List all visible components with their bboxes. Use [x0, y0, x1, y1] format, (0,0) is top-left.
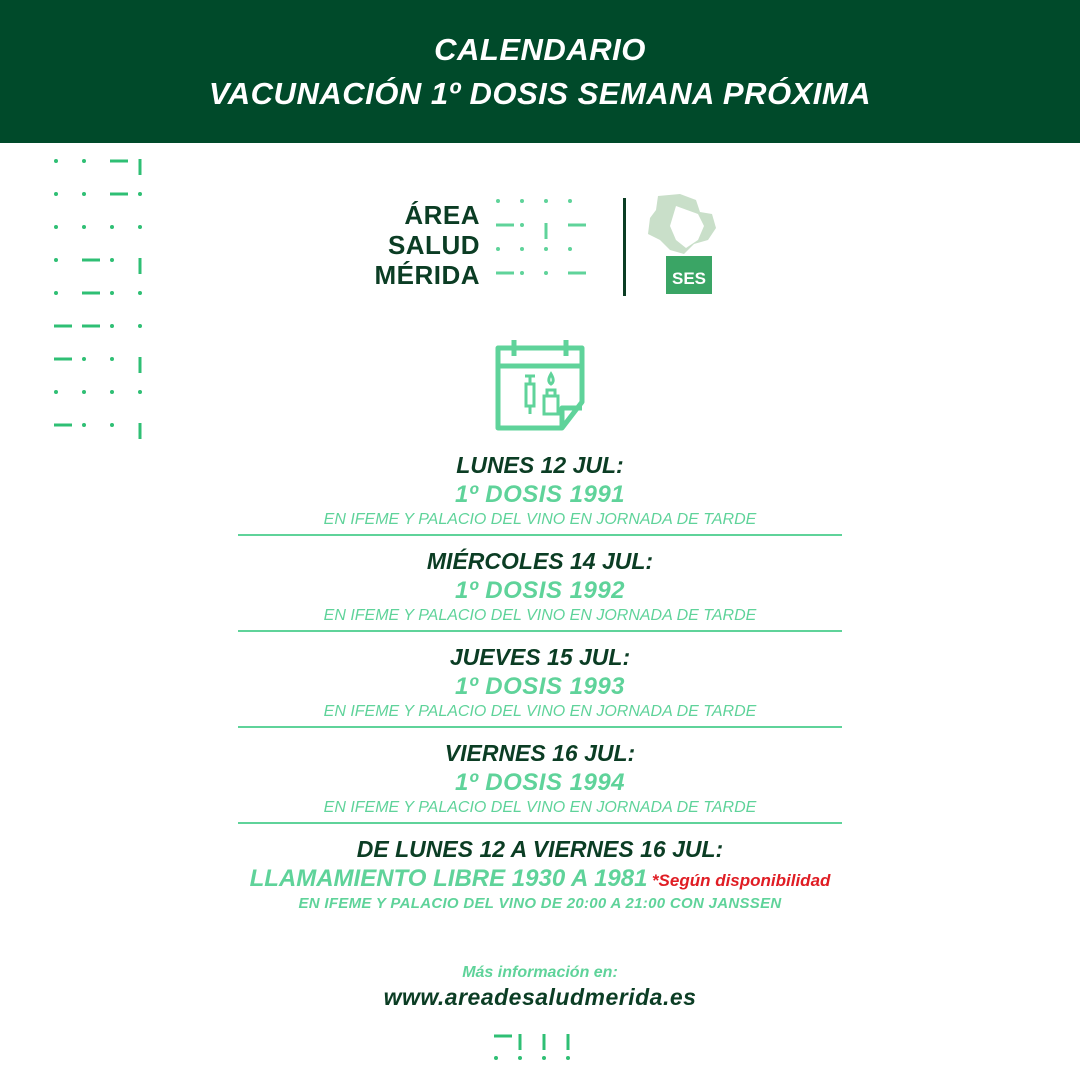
pattern-dot [543, 1034, 546, 1050]
divider [238, 534, 842, 536]
pattern-dot [110, 357, 114, 361]
pattern-dot [54, 325, 72, 328]
pattern-dot [82, 357, 86, 361]
pattern-dot [567, 1034, 570, 1050]
pattern-dot [520, 199, 524, 203]
dot-pattern-icon [50, 155, 150, 455]
entry-dose: 1º DOSIS 1993 [454, 673, 626, 700]
logo-divider [623, 198, 626, 296]
pattern-dot [82, 259, 100, 262]
pattern-dot [54, 424, 72, 427]
pattern-dot [110, 324, 114, 328]
pattern-dot [139, 159, 142, 175]
pattern-dot [568, 199, 572, 203]
entry-place: EN IFEME Y PALACIO DEL VINO EN JORNADA DE TARDE [323, 607, 757, 624]
pattern-dot [494, 1056, 498, 1060]
pattern-dot [518, 1056, 522, 1060]
entry-dose: 1º DOSIS 1994 [454, 769, 626, 796]
pattern-dot [54, 192, 58, 196]
header-banner [0, 0, 1080, 143]
ses-map-icon [640, 192, 720, 298]
free-call-day: DE LUNES 12 A VIERNES 16 JUL: [356, 836, 724, 862]
pattern-dot [542, 1056, 546, 1060]
header-subtitle: VACUNACIÓN 1º DOSIS SEMANA PRÓXIMA [208, 75, 872, 111]
pattern-dot [496, 272, 514, 275]
pattern-dot [139, 258, 142, 274]
free-call-title: LLAMAMIENTO LIBRE 1930 A 1981 [249, 865, 648, 892]
pattern-dot [54, 358, 72, 361]
pattern-dot [54, 258, 58, 262]
entry-day: VIERNES 16 JUL: [444, 740, 636, 766]
header-title: CALENDARIO [434, 31, 646, 67]
pattern-dot [496, 224, 514, 227]
availability-note: *Según disponibilidad [651, 871, 831, 890]
pattern-dot [82, 292, 100, 295]
calendar-vaccine-icon [490, 336, 590, 436]
pattern-dot [54, 159, 58, 163]
pattern-dot [568, 224, 586, 227]
entry-place: EN IFEME Y PALACIO DEL VINO EN JORNADA DE TARDE [323, 703, 757, 720]
pattern-dot [110, 160, 128, 163]
pattern-dot [82, 390, 86, 394]
entry-day: LUNES 12 JUL: [456, 452, 624, 478]
pattern-dot [568, 247, 572, 251]
logo-line: MÉRIDA [374, 260, 480, 290]
pattern-dot [568, 272, 586, 275]
pattern-dot [54, 390, 58, 394]
pattern-dot [138, 225, 142, 229]
dot-pattern-icon [490, 1030, 590, 1080]
free-call-entry [200, 834, 880, 914]
pattern-dot [544, 199, 548, 203]
pattern-dot [519, 1034, 522, 1050]
pattern-dot [110, 390, 114, 394]
pattern-dot [138, 390, 142, 394]
area-salud-merida-logo [300, 200, 480, 290]
pattern-dot [139, 357, 142, 373]
pattern-dot [110, 225, 114, 229]
pattern-dot [54, 225, 58, 229]
website-link[interactable]: www.areadesaludmerida.es [383, 984, 697, 1010]
schedule-list [200, 450, 880, 914]
schedule-entry [200, 738, 880, 818]
pattern-dot [110, 193, 128, 196]
schedule-entry [200, 642, 880, 722]
pattern-dot [82, 325, 100, 328]
entry-dose: 1º DOSIS 1992 [454, 577, 626, 604]
pattern-dot [54, 291, 58, 295]
entry-day: MIÉRCOLES 14 JUL: [426, 548, 654, 574]
logo-line: SALUD [387, 230, 480, 260]
dot-pattern-icon [492, 195, 592, 295]
pattern-dot [138, 192, 142, 196]
pattern-dot [520, 271, 524, 275]
pattern-dot [139, 423, 142, 439]
schedule-entry [200, 450, 880, 530]
pattern-dot [566, 1056, 570, 1060]
pattern-dot [496, 199, 500, 203]
free-call-place: EN IFEME Y PALACIO DEL VINO DE 20:00 A 21:00 CON JANSSEN [298, 895, 782, 912]
pattern-dot [496, 247, 500, 251]
pattern-dot [544, 247, 548, 251]
entry-dose: 1º DOSIS 1991 [454, 481, 626, 508]
pattern-dot [544, 271, 548, 275]
pattern-dot [82, 225, 86, 229]
pattern-dot [110, 291, 114, 295]
divider [238, 822, 842, 824]
more-info-label: Más información en: [462, 964, 618, 981]
pattern-dot [520, 247, 524, 251]
pattern-dot [110, 423, 114, 427]
entry-place: EN IFEME Y PALACIO DEL VINO EN JORNADA DE TARDE [323, 511, 757, 528]
pattern-dot [82, 423, 86, 427]
pattern-dot [494, 1035, 512, 1038]
schedule-entry [200, 546, 880, 626]
logo-line: ÁREA [404, 200, 480, 230]
pattern-dot [82, 159, 86, 163]
divider [238, 630, 842, 632]
pattern-dot [545, 223, 548, 239]
pattern-dot [138, 324, 142, 328]
pattern-dot [138, 291, 142, 295]
ses-label: SES [671, 269, 707, 288]
pattern-dot [82, 192, 86, 196]
pattern-dot [520, 223, 524, 227]
divider [238, 726, 842, 728]
entry-place: EN IFEME Y PALACIO DEL VINO EN JORNADA DE TARDE [323, 799, 757, 816]
pattern-dot [110, 258, 114, 262]
entry-day: JUEVES 15 JUL: [449, 644, 631, 670]
